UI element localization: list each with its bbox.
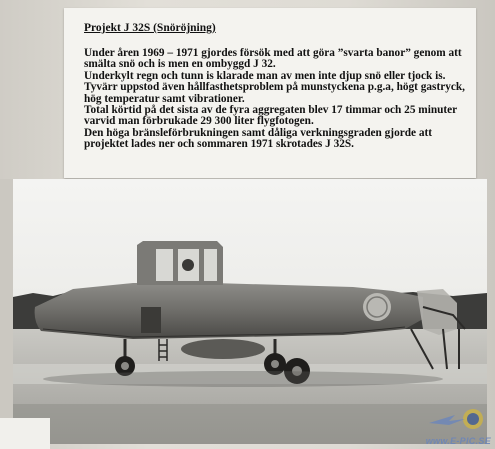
- wall-edge: [0, 179, 13, 449]
- placard-body: [84, 48, 474, 151]
- paper-corner: [0, 418, 50, 449]
- placard-line: Den höga bränsleförbrukningen samt dåliga verkningsgraden gjorde att projektet lades ner och sommaren 1971 skrotades J 32S.: [84, 126, 433, 151]
- placard-line: Tyvärr uppstod även hållfasthetsproblem på munstyckena p.g.a, högt gastryck, hög temperatur samt vibrationer.: [84, 81, 465, 105]
- info-placard: [64, 8, 476, 178]
- watermark-text: www.E-PIC.SE: [425, 436, 491, 446]
- watermark-logo-icon: [425, 405, 485, 435]
- placard-title: Projekt J 32S (Snöröjning): [84, 22, 216, 34]
- placard-line: Total körtid på det sista av de fyra aggregaten blev 17 timmar och 25 minuter varvid man förbrukade 29 300 liter flygfotogen.: [84, 104, 457, 128]
- vehicle-illustration: [13, 179, 487, 444]
- vehicle-photo: [13, 179, 487, 444]
- placard-line: Underkylt regn och tunn is klarade man av men inte djup snö eller tjock is.: [84, 69, 446, 82]
- placard-line: Under åren 1969 – 1971 gjordes försök med att göra ”svarta banor” genom att smälta snö och is men en ombyggd J 32.: [84, 47, 462, 71]
